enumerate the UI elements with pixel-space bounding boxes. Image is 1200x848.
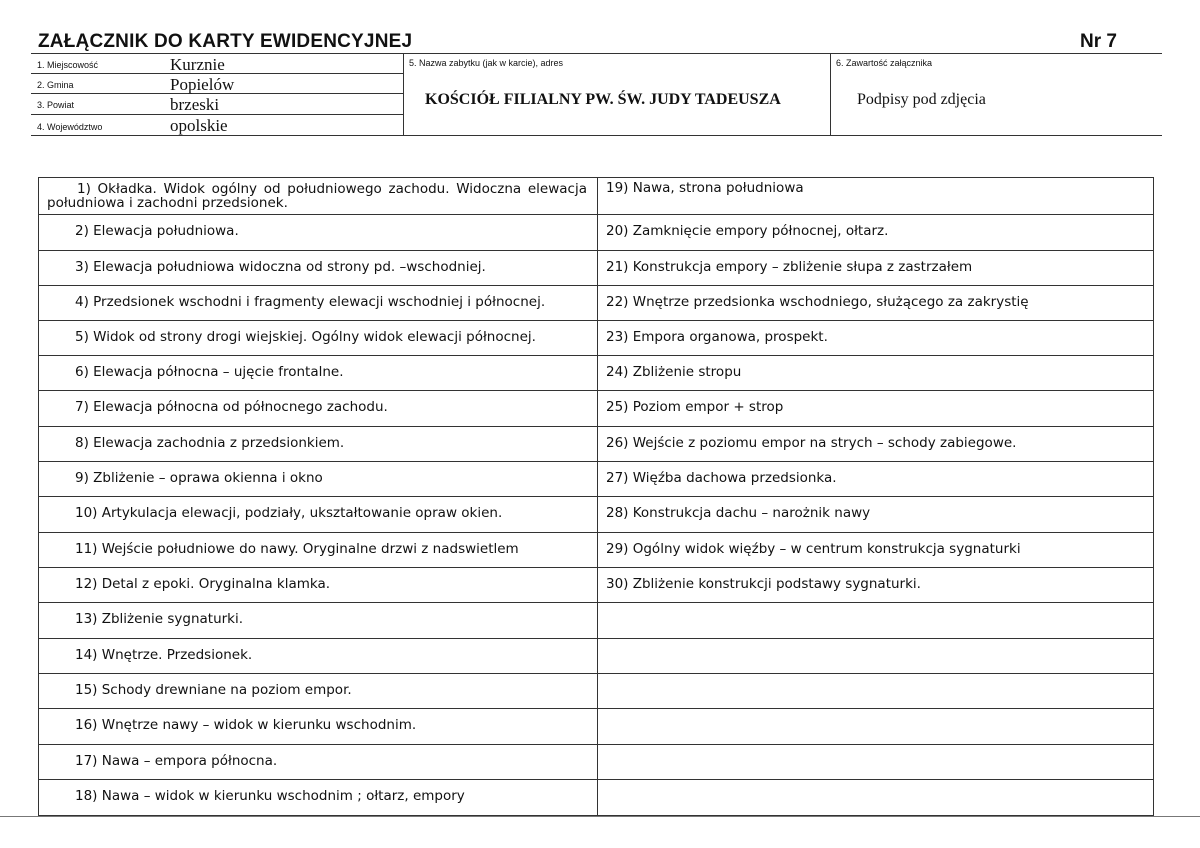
caption-left-5: 5) Widok od strony drogi wiejskiej. Ogólny widok elewacji północnej.	[75, 329, 536, 345]
row-divider	[39, 214, 1153, 215]
field-county	[31, 94, 403, 115]
bottom-rule	[0, 816, 1200, 817]
field-voivodeship-value: opolskie	[170, 116, 228, 135]
caption-left-10: 10) Artykulacja elewacji, podziały, ukształtowanie opraw okien.	[75, 505, 503, 521]
row-divider	[39, 250, 1153, 251]
caption-left-3: 3) Elewacja południowa widoczna od strony pd. –wschodniej.	[75, 259, 486, 275]
caption-right-empty	[598, 602, 1154, 638]
caption-right-21: 21) Konstrukcja empory – zbliżenie słupa z zastrzałem	[606, 259, 973, 275]
caption-right-empty	[598, 638, 1154, 673]
caption-right-empty	[598, 673, 1154, 708]
caption-right-26: 26) Wejście z poziomu empor na strych – schody zabiegowe.	[606, 435, 1017, 451]
field-county-label: 3. Powiat	[37, 100, 75, 110]
caption-left-6: 6) Elewacja północna – ujęcie frontalne.	[75, 364, 344, 380]
field-town	[31, 54, 403, 74]
caption-left-7: 7) Elewacja północna od północnego zachodu.	[75, 399, 388, 415]
page-title: ZAŁĄCZNIK DO KARTY EWIDENCYJNEJ	[38, 31, 413, 52]
object-name-label: 5. Nazwa zabytku (jak w karcie), adres	[409, 58, 564, 68]
caption-left-9: 9) Zbliżenie – oprawa okienna i okno	[75, 470, 323, 486]
row-divider	[39, 320, 1153, 321]
caption-left-12: 12) Detal z epoki. Oryginalna klamka.	[75, 576, 331, 592]
object-name-field	[403, 54, 830, 136]
caption-left-18: 18) Nawa – widok w kierunku wschodnim ; ołtarz, empory	[75, 788, 465, 804]
field-commune	[31, 74, 403, 94]
field-commune-label: 2. Gmina	[37, 80, 74, 90]
header-grid	[31, 54, 1162, 136]
field-voivodeship	[31, 115, 403, 136]
caption-left-8: 8) Elewacja zachodnia z przedsionkiem.	[75, 435, 345, 451]
row-divider	[39, 567, 1153, 568]
caption-left-13: 13) Zbliżenie sygnaturki.	[75, 611, 244, 627]
caption-right-28: 28) Konstrukcja dachu – narożnik nawy	[606, 505, 871, 521]
row-divider	[39, 496, 1153, 497]
field-town-label: 1. Miejscowość	[37, 60, 99, 70]
caption-left-14: 14) Wnętrze. Przedsionek.	[75, 647, 253, 663]
caption-left-17: 17) Nawa – empora północna.	[75, 753, 278, 769]
row-divider	[39, 461, 1153, 462]
caption-left-11: 11) Wejście południowe do nawy. Oryginalne drzwi z nadswietlem	[75, 541, 519, 557]
caption-right-empty	[598, 708, 1154, 744]
row-divider	[39, 426, 1153, 427]
caption-right-22: 22) Wnętrze przedsionka wschodniego, służącego za zakrystię	[606, 294, 1029, 310]
field-commune-value: Popielów	[170, 75, 235, 94]
caption-right-empty	[598, 779, 1154, 815]
attachment-contents-field	[830, 54, 1162, 136]
caption-left-2: 2) Elewacja południowa.	[75, 223, 239, 239]
row-divider	[39, 390, 1153, 391]
caption-right-29: 29) Ogólny widok więźby – w centrum konstrukcja sygnaturki	[606, 541, 1021, 557]
caption-right-30: 30) Zbliżenie konstrukcji podstawy sygnaturki.	[606, 576, 921, 592]
caption-right-27: 27) Więźba dachowa przedsionka.	[606, 470, 837, 486]
caption-right-19: 19) Nawa, strona południowa	[606, 180, 804, 196]
photo-captions-table	[38, 177, 1154, 816]
field-county-value: brzeski	[170, 95, 220, 114]
caption-left-1: 1) Okładka. Widok ogólny od południowego zachodu. Widoczna elewacja południowa i zachodni przedsionek.	[47, 181, 587, 211]
attachment-contents-value: Podpisy pod zdjęcia	[857, 91, 986, 108]
page-number: Nr 7	[1080, 31, 1117, 52]
row-divider	[39, 532, 1153, 533]
caption-right-24: 24) Zbliżenie stropu	[606, 364, 742, 380]
caption-right-25: 25) Poziom empor + strop	[606, 399, 784, 415]
caption-right-20: 20) Zamknięcie empory północnej, ołtarz.	[606, 223, 889, 239]
object-name-value: KOŚCIÓŁ FILIALNY PW. ŚW. JUDY TADEUSZA	[425, 91, 781, 108]
caption-right-23: 23) Empora organowa, prospekt.	[606, 329, 828, 345]
caption-left-4: 4) Przedsionek wschodni i fragmenty elewacji wschodniej i północnej.	[75, 294, 546, 310]
row-divider	[39, 355, 1153, 356]
attachment-contents-label: 6. Zawartość załącznika	[836, 58, 933, 68]
location-fields	[31, 54, 403, 136]
field-town-value: Kurznie	[170, 55, 225, 74]
field-voivodeship-label: 4. Województwo	[37, 122, 103, 132]
caption-left-16: 16) Wnętrze nawy – widok w kierunku wschodnim.	[75, 717, 417, 733]
caption-right-empty	[598, 744, 1154, 779]
caption-left-15: 15) Schody drewniane na poziom empor.	[75, 682, 352, 698]
row-divider	[39, 285, 1153, 286]
